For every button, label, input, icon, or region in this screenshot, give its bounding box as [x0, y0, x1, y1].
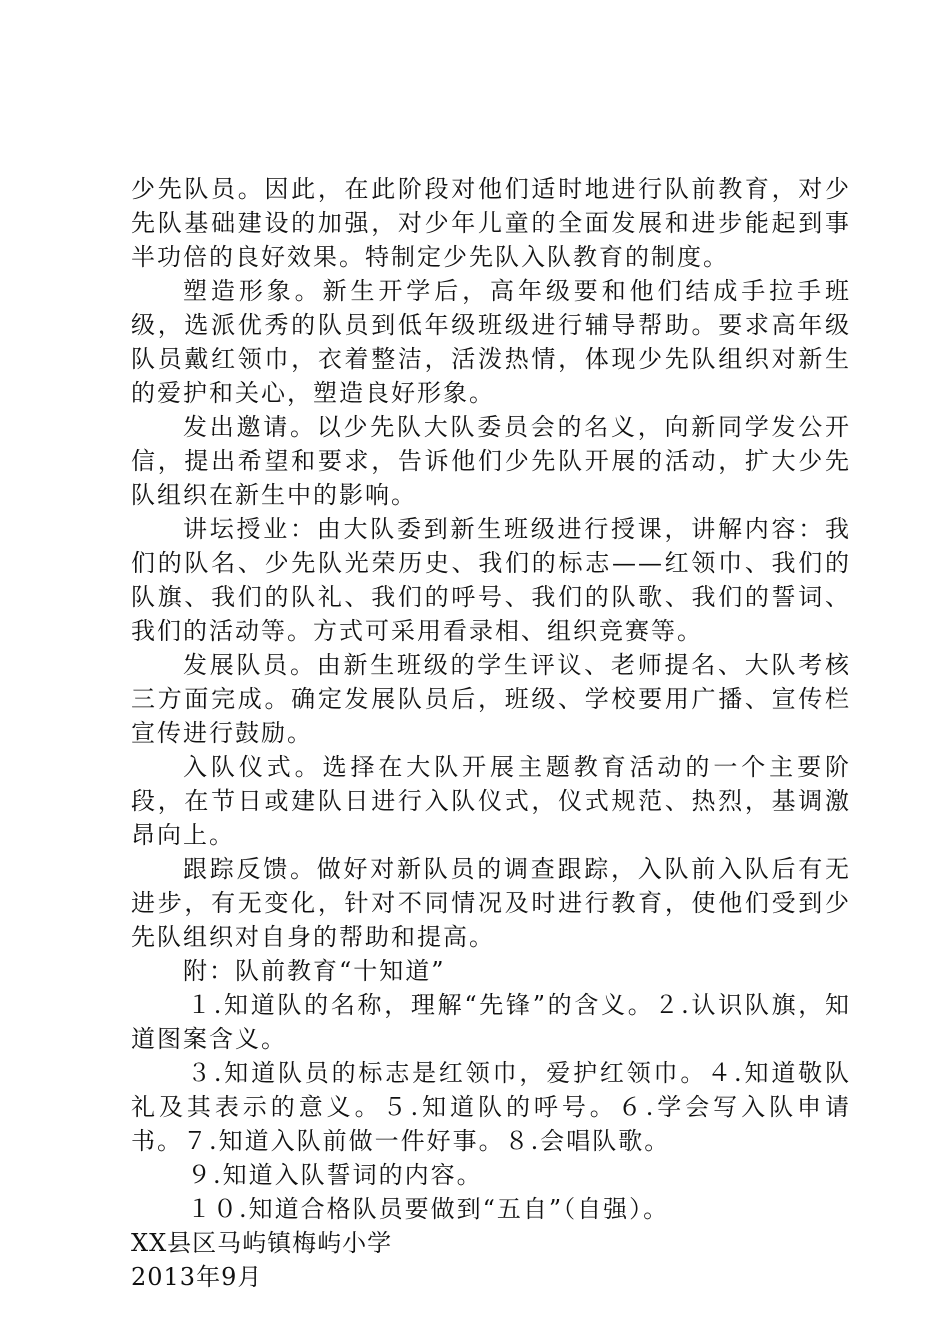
appendix-item-3-8: ３.知道队员的标志是红领巾，爱护红领巾。４.知道敬队礼及其表示的意义。５.知道队的呼号。６.学会写入队申请书。７.知道入队前做一件好事。８.会唱队歌。: [131, 1059, 851, 1155]
appendix-item-1-2: １.知道队的名称，理解“先锋”的含义。２.认识队旗，知道图案含义。: [131, 991, 851, 1053]
paragraph-shape-image: 塑造形象。新生开学后，高年级要和他们结成手拉手班级，选派优秀的队员到低年级班级进行辅导帮助。要求高年级队员戴红领巾，衣着整洁，活泼热情，体现少先队组织对新生的爱护和关心，塑造良好形象。: [131, 277, 851, 407]
paragraph-ceremony: 入队仪式。选择在大队开展主题教育活动的一个主要阶段，在节日或建队日进行入队仪式，仪式规范、热烈，基调激昂向上。: [131, 753, 851, 849]
paragraph-feedback: 跟踪反馈。做好对新队员的调查跟踪，入队前入队后有无进步，有无变化，针对不同情况及时进行教育，使他们受到少先队组织对自身的帮助和提高。: [131, 855, 851, 951]
document-body: [131, 172, 851, 1294]
appendix-heading: 附：队前教育“十知道”: [183, 957, 446, 985]
signature-date: 2013年9月: [131, 1263, 263, 1291]
paragraph-lecture: 讲坛授业：由大队委到新生班级进行授课，讲解内容：我们的队名、少先队光荣历史、我们的标志——红领巾、我们的队旗、我们的队礼、我们的呼号、我们的队歌、我们的誓词、我们的活动等。方式可采用看录相、组织竞赛等。: [131, 515, 851, 645]
appendix-item-10: １０.知道合格队员要做到“五自”（自强）。: [187, 1195, 670, 1223]
signature-school: XX县区马屿镇梅屿小学: [131, 1229, 393, 1257]
appendix-item-9: ９.知道入队誓词的内容。: [187, 1161, 483, 1189]
paragraph-develop-members: 发展队员。由新生班级的学生评议、老师提名、大队考核三方面完成。确定发展队员后，班级、学校要用广播、宣传栏宣传进行鼓励。: [131, 651, 851, 747]
paragraph-invitation: 发出邀请。以少先队大队委员会的名义，向新同学发公开信，提出希望和要求，告诉他们少先队开展的活动，扩大少先队组织在新生中的影响。: [131, 413, 851, 509]
paragraph-intro: 少先队员。因此，在此阶段对他们适时地进行队前教育，对少先队基础建设的加强，对少年儿童的全面发展和进步能起到事半功倍的良好效果。特制定少先队入队教育的制度。: [131, 175, 851, 271]
